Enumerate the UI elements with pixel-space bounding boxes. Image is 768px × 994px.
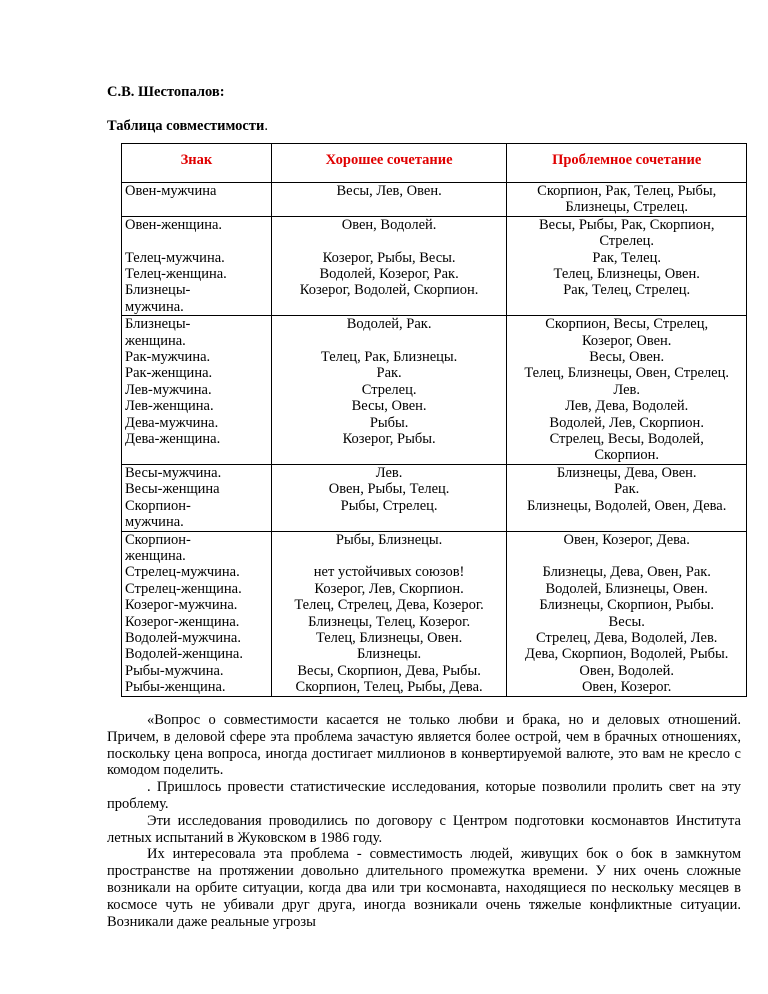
cell-line — [125, 233, 268, 249]
cell-line: Стрелец-мужчина. — [125, 564, 240, 581]
cell-line: Весы. — [608, 613, 645, 630]
cell-line: Рыбы-женщина. — [125, 679, 226, 696]
cell-line: Овен, Козерог, Дева. — [563, 531, 690, 548]
cell-line: Козерог-женщина. — [125, 613, 240, 630]
cell-line: Рак. — [614, 481, 640, 498]
cell-line: Телец, Стрелец, Дева, Козерог. — [294, 597, 484, 614]
cell-line: Стрелец, Дева, Водолей, Лев. — [535, 629, 718, 646]
table-row — [122, 316, 747, 465]
cell-line: женщина. — [125, 332, 186, 349]
problem-match-cell — [507, 216, 747, 315]
cell-line: Водолей, Рак. — [346, 316, 432, 333]
cell-line: Скорпион- — [125, 531, 191, 548]
cell-line: Близнецы- — [125, 282, 191, 299]
cell-line: Лев-женщина. — [125, 398, 214, 415]
cell-line: Водолей, Близнецы, Овен. — [545, 580, 708, 597]
cell-line: Весы-мужчина. — [125, 464, 222, 481]
cell-line: Весы, Рыбы, Рак, Скорпион, — [538, 216, 715, 233]
cell-line: Стрелец. — [599, 233, 655, 250]
sign-cell — [122, 316, 272, 465]
cell-line: Водолей, Козерог, Рак. — [319, 266, 459, 283]
cell-line — [275, 333, 504, 349]
cell-line: Весы, Скорпион, Дева, Рыбы. — [297, 662, 481, 679]
cell-line: Овен, Водолей. — [579, 662, 675, 679]
good-match-cell — [271, 216, 507, 315]
cell-line: Козерог, Лев, Скорпион. — [314, 580, 464, 597]
sign-cell — [122, 531, 272, 696]
cell-line: Близнецы, Скорпион, Рыбы. — [539, 597, 714, 614]
cell-line: Лев, Дева, Водолей. — [565, 398, 689, 415]
cell-line: Рыбы-мужчина. — [125, 662, 224, 679]
cell-line: Весы-женщина — [125, 481, 220, 498]
cell-line — [510, 548, 743, 564]
problem-match-cell — [507, 531, 747, 696]
cell-line: Рак-мужчина. — [125, 349, 211, 366]
cell-line: Стрелец-женщина. — [125, 580, 242, 597]
cell-line: Козерог, Овен. — [581, 332, 672, 349]
cell-line: Телец, Рак, Близнецы. — [320, 349, 458, 366]
cell-line: мужчина. — [125, 298, 184, 315]
cell-line: Водолей, Лев, Скорпион. — [549, 414, 704, 431]
cell-line: Дева-женщина. — [125, 431, 221, 448]
cell-line: Рыбы, Стрелец. — [340, 497, 438, 514]
cell-line — [275, 548, 504, 564]
cell-line: Козерог, Рыбы. — [342, 431, 436, 448]
cell-line: Рак-женщина. — [125, 365, 213, 382]
table-row — [122, 464, 747, 531]
cell-line: Телец-женщина. — [125, 266, 227, 283]
cell-line: Весы, Овен. — [351, 398, 427, 415]
table-body — [122, 183, 747, 697]
cell-line: Стрелец. — [361, 381, 417, 398]
cell-line: Козерог-мужчина. — [125, 597, 238, 614]
sign-cell — [122, 183, 272, 217]
cell-line: Скорпион, Весы, Стрелец, — [545, 316, 709, 333]
cell-line: Дева, Скорпион, Водолей, Рыбы. — [525, 646, 729, 663]
table-row — [122, 183, 747, 217]
cell-line: Рыбы. — [369, 414, 409, 431]
good-match-cell — [271, 531, 507, 696]
cell-line: Водолей-женщина. — [125, 646, 243, 663]
sign-cell — [122, 216, 272, 315]
cell-line: Близнецы- — [125, 316, 191, 333]
cell-line: Весы, Лев, Овен. — [336, 183, 442, 199]
cell-line: Скорпион. — [594, 447, 660, 464]
cell-line: мужчина. — [125, 514, 184, 531]
header-good: Хорошее сочетание — [271, 144, 507, 183]
cell-line: Телец, Близнецы, Овен. — [315, 629, 463, 646]
compatibility-table — [121, 143, 747, 697]
cell-line: Близнецы. — [357, 646, 422, 663]
problem-match-cell — [507, 464, 747, 531]
header-sign: Знак — [122, 144, 272, 183]
cell-line: Близнецы, Стрелец. — [565, 199, 688, 216]
sign-cell — [122, 464, 272, 531]
cell-line — [275, 233, 504, 249]
cell-line: Водолей-мужчина. — [125, 629, 241, 646]
problem-match-cell — [507, 183, 747, 217]
author-heading: С.В. Шестопалов: — [107, 84, 225, 100]
cell-line: Скорпион, Рак, Телец, Рыбы, — [537, 183, 717, 199]
cell-line: Овен, Козерог. — [581, 679, 672, 696]
table-caption-period: . — [264, 118, 268, 134]
table-caption-title: Таблица совместимости — [107, 118, 265, 134]
cell-line: Скорпион, Телец, Рыбы, Дева. — [295, 679, 483, 696]
table-header-row — [122, 144, 747, 183]
cell-line: Скорпион- — [125, 497, 191, 514]
cell-line: Телец-мужчина. — [125, 249, 225, 266]
table-row — [122, 216, 747, 315]
cell-line: Стрелец, Весы, Водолей, — [549, 431, 704, 448]
cell-line: Козерог, Водолей, Скорпион. — [299, 282, 479, 299]
body-text — [107, 712, 741, 930]
cell-line: Овен, Рыбы, Телец. — [328, 481, 450, 498]
cell-line: Лев-мужчина. — [125, 381, 212, 398]
cell-line: Близнецы, Телец, Козерог. — [308, 613, 471, 630]
header-bad: Проблемное сочетание — [507, 144, 747, 183]
cell-line: Телец, Близнецы, Овен. — [553, 266, 700, 283]
cell-line: Весы, Овен. — [589, 349, 665, 366]
cell-line: Лев. — [613, 381, 641, 398]
cell-line: Телец, Близнецы, Овен, Стрелец. — [524, 365, 730, 382]
cell-line: Рак. — [376, 365, 402, 382]
cell-line: Близнецы, Дева, Овен, Рак. — [542, 564, 711, 581]
cell-line: Лев. — [375, 464, 403, 481]
cell-line: женщина. — [125, 547, 186, 564]
cell-line: Рак, Телец, Стрелец. — [563, 282, 691, 299]
problem-match-cell — [507, 316, 747, 465]
cell-line: нет устойчивых союзов! — [313, 564, 465, 581]
good-match-cell — [271, 183, 507, 217]
paragraph: . Пришлось провести статистические исследования, которые позволили пролить свет на эту проблему. — [107, 779, 741, 812]
cell-line: Овен-мужчина — [125, 183, 217, 199]
paragraph: Эти исследования проводились по договору с Центром подготовки космонавтов Института летных испытаний в Жуковском в 1986 году. — [107, 812, 741, 846]
cell-line: Дева-мужчина. — [125, 414, 219, 431]
table-caption — [107, 118, 268, 135]
cell-line: Овен-женщина. — [125, 216, 223, 233]
paragraph: Их интересовала эта проблема - совместимость людей, живущих бок о бок в замкнутом пространстве на протяжении довольно длительного промежутка времени. У них очень сложные возникали на орбите ситуации, когда два или три космонавта, находящиеся по нескольку месяцев в космосе чуть не убивали друг друга, иногда возникали очень тяжелые конфликтные ситуации. Возникали даже реальные угрозы — [107, 846, 741, 930]
cell-line: Овен, Водолей. — [341, 216, 437, 233]
cell-line: Козерог, Рыбы, Весы. — [322, 249, 456, 266]
cell-line: Рыбы, Близнецы. — [335, 531, 443, 548]
cell-line: Близнецы, Дева, Овен. — [556, 464, 697, 481]
good-match-cell — [271, 464, 507, 531]
table-row — [122, 531, 747, 696]
cell-line: Близнецы, Водолей, Овен, Дева. — [527, 497, 727, 514]
cell-line: Рак, Телец. — [592, 249, 661, 266]
good-match-cell — [271, 316, 507, 465]
paragraph: «Вопрос о совместимости касается не только любви и брака, но и деловых отношений. Причем, в деловой сфере эта проблема зачастую является более острой, чем в брачных отношениях, поскольку цена вопроса, иногда достигает миллионов в конвертируемой валюте, это вам не кресло с комодом поделить. — [107, 712, 741, 779]
